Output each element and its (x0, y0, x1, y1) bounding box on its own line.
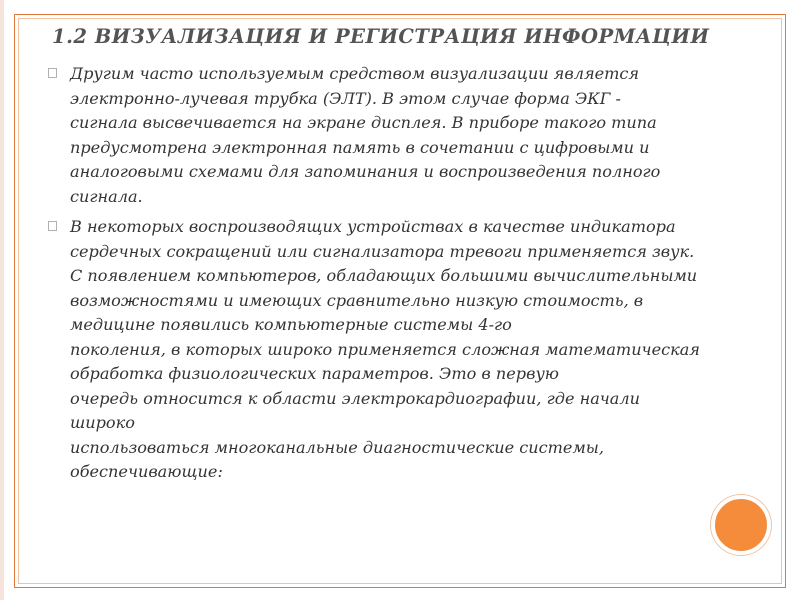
bullet-1-line: сигнала высвечивается на экране дисплея. В приборе такого типа (70, 113, 657, 132)
bullet-2-line: С появлением компьютеров, обладающих большими вычислительными (70, 266, 698, 285)
decorative-orange-circle (711, 495, 771, 555)
bullet-2-line: В некоторых воспроизводящих устройствах в качестве индикатора (70, 217, 676, 236)
bullet-2-line: обеспечивающие: (70, 462, 223, 481)
slide-title: 1.2 ВИЗУАЛИЗАЦИЯ И РЕГИСТРАЦИЯ ИНФОРМАЦИИ (52, 25, 710, 48)
bullet-2-line: использоваться многоканальные диагностические системы, (70, 437, 605, 457)
left-edge-strip (0, 0, 4, 600)
bullet-1-line: сигнала. (70, 186, 143, 206)
bullet-item-1 (48, 62, 758, 209)
slide-content (48, 62, 758, 491)
bullet-1-line: электронно-лучевая трубка (ЭЛТ). В этом случае форма ЭКГ - (70, 88, 621, 108)
bullet-1-line: предусмотрена электронная память в сочетании с цифровыми и (70, 137, 650, 157)
bullet-2-line: медицине появились компьютерные системы 4-го (70, 315, 512, 334)
bullet-2-line: обработка физиологических параметров. Это в первую (70, 364, 559, 383)
bullet-1-line: Другим часто используемым средством визуализации является (70, 64, 640, 83)
bullet-1-line: аналоговыми схемами для запоминания и воспроизведения полного (70, 162, 661, 181)
bullet-2-line: сердечных сокращений или сигнализатора тревоги применяется звук. (70, 241, 695, 261)
bullet-2-line: широко (70, 413, 135, 432)
bullet-box-icon (48, 221, 57, 231)
bullet-box-icon (48, 68, 57, 78)
bullet-2-line: возможностями и имеющих сравнительно низкую стоимость, в (70, 290, 644, 310)
bullet-item-2 (48, 215, 758, 485)
bullet-2-line: поколения, в которых широко применяется сложная математическая (70, 339, 700, 359)
bullet-2-line: очередь относится к области электрокардиографии, где начали (70, 388, 641, 408)
